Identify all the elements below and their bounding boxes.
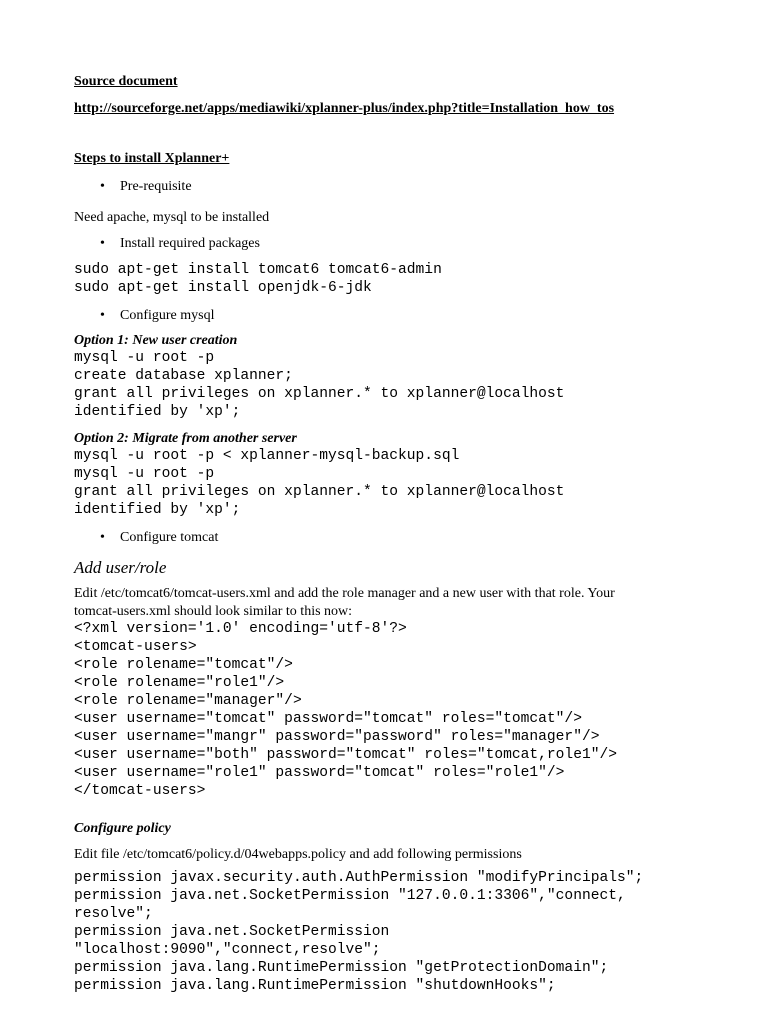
option2-code-block: mysql -u root -p < xplanner-mysql-backup.sql mysql -u root -p grant all privileges on xplanner.* to xplanner@localhost identified by 'xp'; (74, 448, 565, 518)
bullet-icon: • (100, 308, 105, 323)
bullet-icon: • (100, 530, 105, 545)
tomcat-users-code-block: <?xml version='1.0' encoding='utf-8'?> <tomcat-users> <role rolename="tomcat"/> <role rolename="role1"/> <role rolename="manager"/> <user username="tomcat" password="tomcat" roles="tomcat"/> <user username="mangr" password="password" roles="manager"/> <user username="both" password="tomcat" roles="tomcat,role1"/> <user username="role1" password="tomcat" roles="role1"/> </tomcat-users> (74, 621, 617, 799)
policy-code-block: permission javax.security.auth.AuthPermission "modifyPrincipals"; permission java.net.SocketPermission "127.0.0.1:3306","connect, resolve"; permission java.net.SocketPermission "localhost:9090","connect,resolve"; permission java.lang.RuntimePermission "getProtectionDomain"; permission java.lang.RuntimePermission "shutdownHooks"; (74, 870, 644, 994)
bullet-icon: • (100, 179, 105, 194)
source-url-link[interactable]: http://sourceforge.net/apps/mediawiki/xplanner-plus/index.php?title=Installation_how_tos (74, 101, 615, 116)
bullet-tomcat (100, 529, 218, 547)
bullet-packages (100, 235, 260, 253)
configure-policy-text: Edit file /etc/tomcat6/policy.d/04webapps.policy and add following permissions (74, 847, 522, 862)
install-code-block: sudo apt-get install tomcat6 tomcat6-admin sudo apt-get install openjdk-6-jdk (74, 262, 442, 296)
option2-title: Option 2: Migrate from another server (74, 431, 297, 446)
bullet-icon: • (100, 236, 105, 251)
add-user-role-text-line2: tomcat-users.xml should look similar to this now: (74, 604, 353, 619)
configure-policy-title: Configure policy (74, 821, 171, 836)
bullet-label: Configure mysql (120, 308, 215, 323)
bullet-label: Configure tomcat (120, 530, 219, 545)
prereq-text: Need apache, mysql to be installed (74, 210, 270, 225)
source-document-label: Source document (74, 74, 178, 89)
add-user-role-heading: Add user/role (74, 558, 167, 577)
option1-title: Option 1: New user creation (74, 333, 238, 348)
bullet-label: Pre-requisite (120, 179, 192, 194)
bullet-prerequisite (100, 178, 192, 196)
option1-code-block: mysql -u root -p create database xplanner; grant all privileges on xplanner.* to xplanner@localhost identified by 'xp'; (74, 350, 565, 420)
add-user-role-text-line1: Edit /etc/tomcat6/tomcat-users.xml and add the role manager and a new user with that role. Your (74, 586, 615, 601)
bullet-label: Install required packages (120, 236, 260, 251)
steps-heading: Steps to install Xplanner+ (74, 151, 230, 166)
bullet-mysql (100, 307, 215, 325)
